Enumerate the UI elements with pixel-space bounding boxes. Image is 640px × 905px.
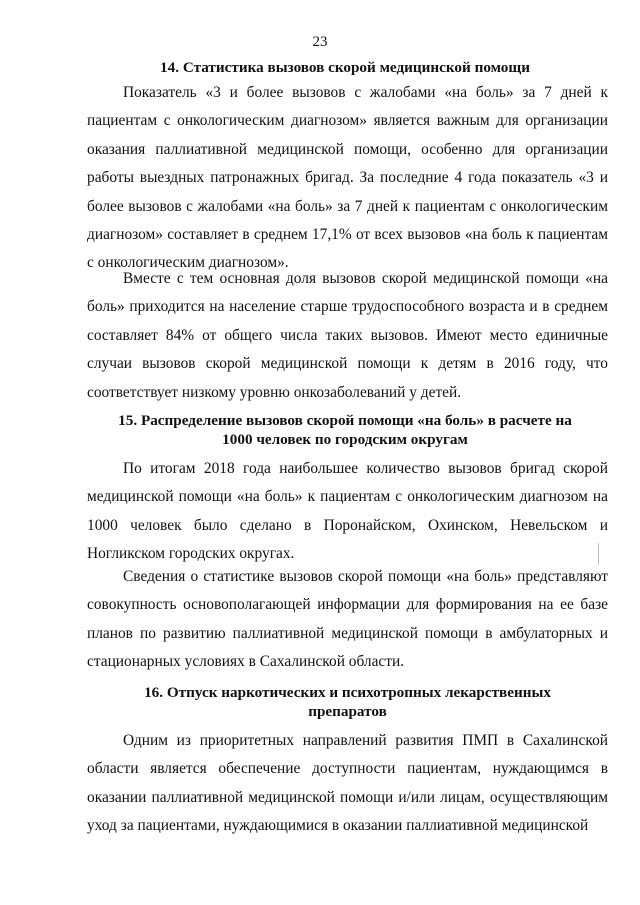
section-14-paragraph-2: Вместе с тем основная доля вызовов скорой медицинской помощи «на боль» приходится на население старше трудоспособного возраста и в среднем составляет 84% от общего числа таких вызовов. Имеют место единичные случаи вызовов скорой медицинской помощи к детям в 2016 году, что соответствует низкому уровню онкозаболеваний у детей.: [87, 270, 608, 401]
section-15-heading: 15. Распределение вызовов скорой помощи «на боль» в расчете на 1000 человек по городским округам: [118, 412, 572, 448]
section-14-heading: 14. Статистика вызовов скорой медицинской помощи: [160, 59, 530, 76]
section-16-paragraph-1: Одним из приоритетных направлений развития ПМП в Сахалинской области является обеспечение доступности пациентам, нуждающимся в оказании паллиативной медицинской помощи и/или лицам, осуществляющим уход за пациентами, нуждающимися в оказании паллиативной медицинской: [87, 732, 608, 835]
section-14-paragraph-1: Показатель «3 и более вызовов с жалобами «на боль» за 7 дней к пациентам с онкологическим диагнозом» является важным для организации оказания паллиативной медицинской помощи, особенно для организации работы выездных патронажных бригад. За последние 4 года показатель «3 и более вызовов с жалобами «на боль» за 7 дней к пациентам с онкологическим диагнозом» составляет в среднем 17,1% от всех вызовов «на боль к пациентам с онкологическим диагнозом».: [87, 84, 608, 272]
scan-artifact-line: [598, 543, 599, 565]
section-15-paragraph-1: По итогам 2018 года наибольшее количество вызовов бригад скорой медицинской помощи «на боль» к пациентам с онкологическим диагнозом на 1000 человек было сделано в Поронайском, Охинском, Невельском и Ногликском городских округах.: [87, 460, 608, 563]
page-number: 23: [312, 34, 328, 50]
section-15-paragraph-2: Сведения о статистике вызовов скорой помощи «на боль» представляют совокупность основополагающей информации для формирования на ее базе планов по развитию паллиативной медицинской помощи в амбулаторных и стационарных условиях в Сахалинской области.: [87, 568, 608, 671]
section-16-heading: 16. Отпуск наркотических и психотропных лекарственных препаратов: [144, 684, 551, 720]
